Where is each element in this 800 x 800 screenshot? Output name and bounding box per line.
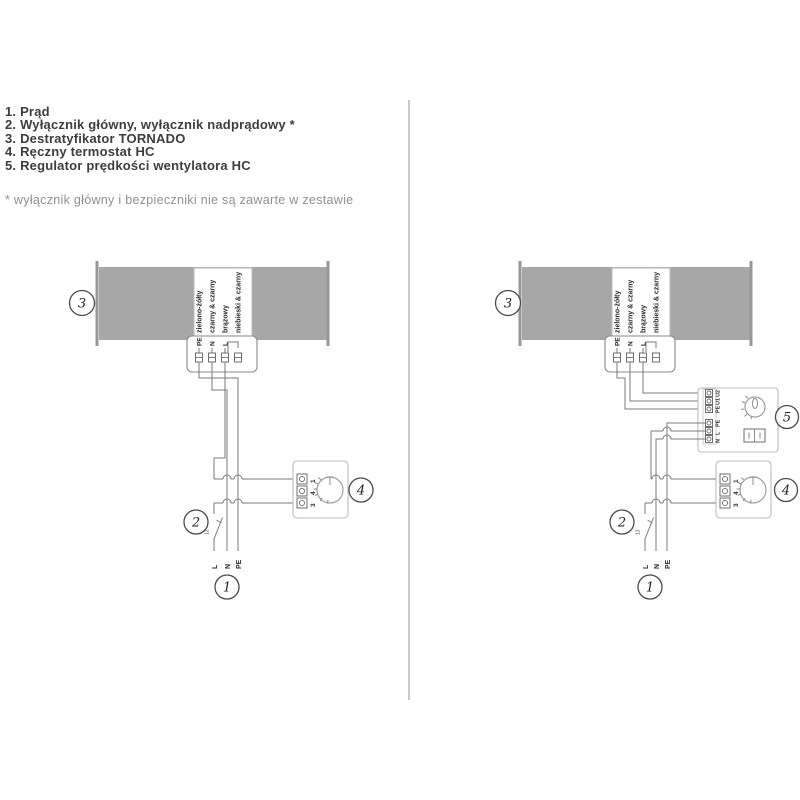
legend-num: 4. <box>5 144 17 160</box>
badge-switch-number: 2 <box>191 515 201 531</box>
badge-thermostat-number: 4 <box>356 483 366 499</box>
mains-label-l: L <box>643 564 650 569</box>
mains-label-pe: PE <box>236 559 243 569</box>
legend-label: Wyłącznik główny, wyłącznik nadprądowy * <box>20 117 295 133</box>
thermostat-box <box>293 461 348 518</box>
legend-num: 1. <box>5 104 17 119</box>
connector-terminal-pe-label: PE <box>196 337 204 346</box>
connector-terminal-n-label: N <box>209 341 217 346</box>
wire-label-black-black: czarny & czarny <box>627 279 635 333</box>
mains-label-n: N <box>654 563 661 569</box>
thermostat-terminal-4: 4 <box>733 491 740 495</box>
connector-terminal-pe-label: PE <box>614 337 622 346</box>
mains-label-pe: PE <box>665 559 672 569</box>
legend-label: Regulator prędkości wentylatora HC <box>20 157 251 173</box>
thermostat-terminal-4: 4 <box>310 491 317 495</box>
thermostat-box <box>716 461 771 518</box>
switch-contact-label: 13 <box>204 529 211 535</box>
badge-unit-number: 3 <box>503 296 513 312</box>
badge-switch-number: 2 <box>617 515 627 531</box>
badge-power-number: 1 <box>222 580 232 596</box>
thermostat-terminal-1: 1 <box>310 479 317 483</box>
mode-switch-icon <box>744 429 765 442</box>
regulator-terminal-u1: U1 <box>715 397 722 405</box>
wire-label-green-yellow: zielono-żółty <box>614 290 622 333</box>
legend-label: Prąd <box>20 104 50 119</box>
regulator-terminal-u2: U2 <box>715 389 722 397</box>
badge-unit-number: 3 <box>77 296 87 312</box>
main-switch-symbol <box>636 518 654 540</box>
wire-l-lower <box>214 499 297 551</box>
diagram-right <box>496 261 799 599</box>
legend-num: 2. <box>5 117 17 133</box>
diagram-left <box>70 261 374 599</box>
wire-label-black-black: czarny & czarny <box>209 279 217 333</box>
regulator-terminal-pe-top: PE <box>715 405 722 413</box>
wire-label-green-yellow: zielono-żółty <box>196 290 204 333</box>
connector-terminal-n-label: N <box>627 341 635 346</box>
wire-label-blue-black: niebieski & czarny <box>235 271 243 333</box>
regulator-terminal-n: N <box>715 439 722 443</box>
switch-contact-label: 13 <box>635 529 642 535</box>
legend-footnote: * wyłącznik główny i bezpieczniki nie są zawarte w zestawie <box>5 193 354 207</box>
thermostat-terminal-1: 1 <box>733 479 740 483</box>
badge-regulator-number: 5 <box>782 410 792 426</box>
regulator-terminal-l: L <box>715 431 722 435</box>
connector-terminal-l-label: L <box>222 342 230 346</box>
wire-l-upper <box>214 362 297 479</box>
legend-num: 5. <box>5 157 17 173</box>
thermostat-terminal-3: 3 <box>310 503 317 507</box>
thermostat-terminal-3: 3 <box>733 503 740 507</box>
wire-label-blue-black: niebieski & czarny <box>653 271 661 333</box>
connector-terminal-l-label: L <box>640 342 648 346</box>
wire-label-brown: brązowy <box>222 304 230 333</box>
wire-n-mains <box>656 435 705 551</box>
legend-num: 3. <box>5 130 17 146</box>
badge-power-number: 1 <box>645 580 655 596</box>
mains-label-l: L <box>212 564 219 569</box>
wire-label-brown: brązowy <box>640 304 648 333</box>
legend-label: Destratyfikator TORNADO <box>20 130 186 146</box>
regulator-terminal-pe-bottom: PE <box>715 419 722 427</box>
legend-label: Ręczny termostat HC <box>20 144 155 160</box>
mains-label-n: N <box>225 563 232 569</box>
badge-thermostat-number: 4 <box>781 483 791 499</box>
regulator-box <box>698 388 778 452</box>
